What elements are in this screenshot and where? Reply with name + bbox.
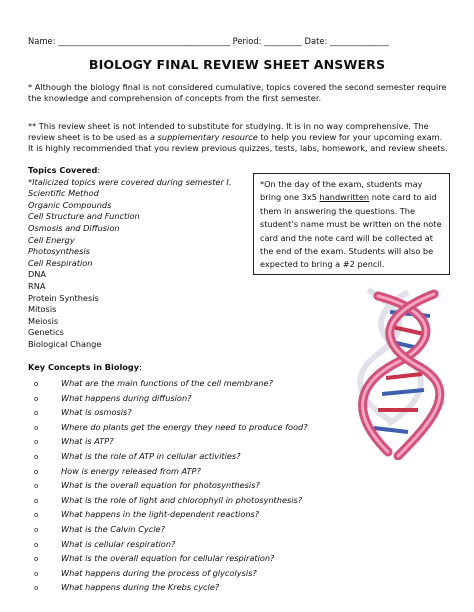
exam-note-box bbox=[253, 173, 450, 275]
topic-item: RNA bbox=[28, 280, 46, 291]
topic-item: Organic Compounds bbox=[28, 199, 112, 210]
topic-item: DNA bbox=[28, 269, 47, 280]
question-item bbox=[28, 581, 448, 596]
topic-item: Biological Change bbox=[28, 338, 102, 349]
bullet-circle-icon: o bbox=[34, 423, 39, 432]
date-blank: ______________ bbox=[330, 36, 389, 46]
topic-item: Scientific Method bbox=[28, 188, 99, 199]
question-text: What is the overall equation for photosynthesis? bbox=[61, 480, 260, 491]
question-item bbox=[28, 421, 448, 436]
question-item bbox=[28, 406, 448, 421]
topics-covered-list bbox=[28, 165, 258, 351]
question-text: Where do plants get the energy they need to produce food? bbox=[61, 421, 308, 432]
bullet-circle-icon: o bbox=[34, 438, 39, 447]
exam-note-text-2: note card to aid them in answering the questions. The student’s name must be written on the note card and the note card will be collected at the end of the exam. Students will also be expected to bring a #2 pencil. bbox=[260, 192, 442, 270]
topic-item: Cell Structure and Function bbox=[28, 211, 140, 222]
bullet-circle-icon: o bbox=[34, 394, 39, 403]
bullet-circle-icon: o bbox=[34, 584, 39, 593]
intro-p2-text-b: to help you review for your upcoming exam. It is highly recommended that you review previous quizzes, tests, labs, homework, and review sheets. bbox=[28, 132, 448, 154]
intro-p2-italic: a supplementary resource bbox=[150, 132, 258, 143]
bullet-circle-icon: o bbox=[34, 525, 39, 534]
topic-item: Meiosis bbox=[28, 315, 59, 326]
question-text: What is osmosis? bbox=[61, 407, 132, 418]
question-item bbox=[28, 567, 448, 582]
intro-paragraph-1: * Although the biology final is not considered cumulative, topics covered the second semester require the knowledge and comprehension of concepts from the first semester. bbox=[28, 82, 447, 104]
bullet-circle-icon: o bbox=[34, 511, 39, 520]
topic-item: Mitosis bbox=[28, 304, 57, 315]
question-text: What is the role of light and chlorophyll in photosynthesis? bbox=[61, 494, 303, 505]
question-text: What is cellular respiration? bbox=[61, 538, 176, 549]
topic-item: Photosynthesis bbox=[28, 246, 90, 257]
question-item bbox=[28, 450, 448, 465]
question-item bbox=[28, 465, 448, 480]
bullet-circle-icon: o bbox=[34, 467, 39, 476]
key-concepts-heading-line bbox=[28, 362, 142, 372]
topic-item: Osmosis and Diffusion bbox=[28, 222, 120, 233]
question-text: What is the role of ATP in cellular activities? bbox=[61, 450, 241, 461]
question-text: What are the main functions of the cell membrane? bbox=[61, 378, 273, 388]
bullet-circle-icon: o bbox=[34, 409, 39, 418]
period-blank: _________ bbox=[264, 36, 302, 46]
topics-note: *Italicized topics were covered during semester I. bbox=[28, 176, 232, 187]
topics-heading-line bbox=[28, 165, 258, 177]
topics-heading: Topics Covered bbox=[28, 165, 98, 175]
page-title: BIOLOGY FINAL REVIEW SHEET ANSWERS bbox=[88, 57, 386, 72]
question-text: How is energy released from ATP? bbox=[61, 465, 201, 476]
question-item bbox=[28, 435, 448, 450]
question-text: What happens in the light-dependent reactions? bbox=[61, 509, 260, 520]
question-item bbox=[28, 494, 448, 509]
bullet-circle-icon: o bbox=[34, 569, 39, 578]
exam-note-text-1: *On the day of the exam, students may bring one 3x5 bbox=[260, 179, 423, 203]
question-item bbox=[28, 552, 448, 567]
question-text: What happens during diffusion? bbox=[61, 392, 192, 403]
topic-item: Protein Synthesis bbox=[28, 292, 99, 303]
question-item bbox=[28, 479, 448, 494]
question-item bbox=[28, 377, 448, 392]
intro-paragraph-2 bbox=[28, 121, 448, 155]
question-item bbox=[28, 508, 448, 523]
question-item bbox=[28, 538, 448, 553]
question-item bbox=[28, 392, 448, 407]
key-concepts-question-list bbox=[28, 377, 448, 596]
topic-item: Cell Energy bbox=[28, 234, 75, 245]
question-text: What is ATP? bbox=[61, 436, 114, 447]
question-text: What happens during the Krebs cycle? bbox=[61, 582, 220, 593]
topic-item: Genetics bbox=[28, 327, 64, 338]
question-item bbox=[28, 523, 448, 538]
bullet-circle-icon: o bbox=[34, 380, 39, 388]
question-text: What is the overall equation for cellular respiration? bbox=[61, 553, 275, 564]
student-info-line bbox=[28, 36, 448, 46]
bullet-circle-icon: o bbox=[34, 555, 39, 564]
key-concepts-heading: Key Concepts in Biology bbox=[28, 362, 140, 372]
question-text: What happens during the process of glycolysis? bbox=[61, 567, 257, 578]
bullet-circle-icon: o bbox=[34, 482, 39, 491]
period-label: Period: bbox=[232, 36, 262, 46]
name-blank: _________________________________________ bbox=[58, 36, 230, 46]
question-text: What is the Calvin Cycle? bbox=[61, 523, 165, 534]
topics-heading-colon: : bbox=[97, 165, 101, 175]
bullet-circle-icon: o bbox=[34, 540, 39, 549]
key-concepts-colon: : bbox=[139, 362, 142, 372]
exam-note-underlined: handwritten bbox=[319, 192, 370, 203]
name-label: Name: bbox=[28, 36, 56, 46]
bullet-circle-icon: o bbox=[34, 496, 39, 505]
bullet-circle-icon: o bbox=[34, 452, 39, 461]
intro-p2-text-a: ** This review sheet is not intended to substitute for studying. It is in no way comprehensive. The review sheet is to be used as bbox=[28, 121, 429, 143]
date-label: Date: bbox=[304, 36, 328, 46]
topic-item: Cell Respiration bbox=[28, 257, 93, 268]
